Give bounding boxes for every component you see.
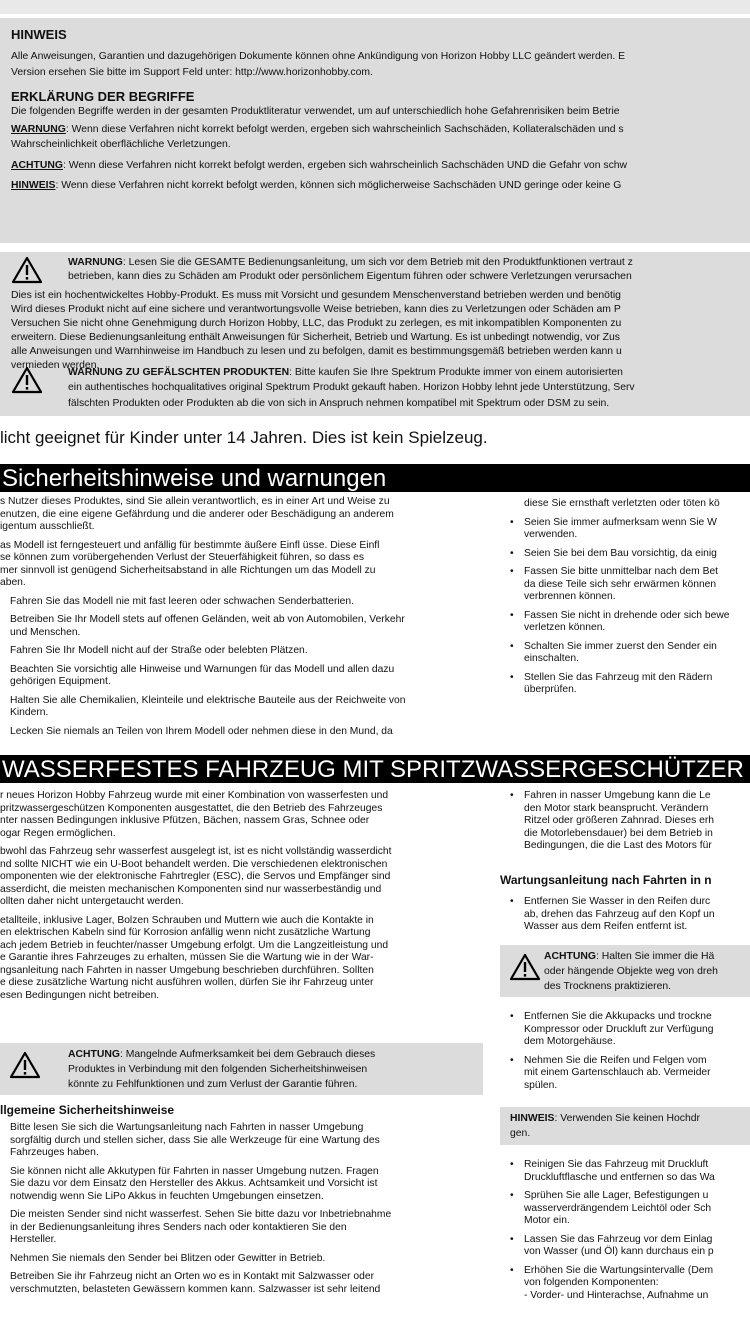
w-right-5: Bedingungen, die die Last des Motors für	[524, 840, 712, 851]
sicherheit-left-column	[0, 496, 406, 738]
s-right-item-3	[510, 566, 730, 604]
s-left-item-1: Fahren Sie das Modell nie mit fast leeren oder schwachen Senderbatterien.	[10, 595, 354, 607]
bullet-icon: •	[510, 640, 514, 652]
s-right-item-4	[510, 609, 730, 635]
bullet-icon: •	[510, 1190, 514, 1201]
top-strip	[0, 0, 750, 14]
s-right-item-4a: Fassen Sie nicht in drehende oder sich bewe	[524, 609, 730, 621]
w-left-p1-3: nter nassen Bedingungen inklusive Pfützen, Bächen, nassem Gras, Schnee oder	[0, 815, 370, 826]
w-left-p1-2: pritzwassergeschützen Komponenten ausgestattet, die den Betrieb des Fahrzeuges	[0, 802, 383, 814]
wasser-right-first	[510, 790, 715, 853]
wartung-item-1	[510, 896, 715, 934]
warnung-text-1: : Wenn diese Verfahren nicht korrekt befolgt werden, ergeben sich wahrscheinlich Sachschäden, Kollateralschäden und s	[65, 124, 624, 135]
wartung-1a: Entfernen Sie Wasser in den Reifen durc	[524, 896, 711, 907]
warnung-term: WARNUNG	[11, 124, 66, 135]
wartung-5b: wasserverdrängendem Leichtöl oder Sch	[524, 1202, 712, 1214]
s-right-item-4b: verletzen können.	[524, 622, 606, 633]
s-right-item-3c: verbrennen können.	[524, 591, 616, 602]
wartung-3a: Nehmen Sie die Reifen und Felgen vom	[524, 1054, 707, 1066]
s-left-item-4a: Beachten Sie vorsichtig alle Hinweise und Warnungen für das Modell und allen dazu	[10, 663, 395, 675]
hinweis-def-text: : Wenn diese Verfahren nicht korrekt befolgt werden, können sich möglicherweise Sachschäden UND geringe oder keine G	[55, 180, 622, 191]
erklaerung-title: ERKLÄRUNG DER BEGRIFFE	[11, 89, 195, 104]
hinweis-box	[0, 18, 750, 243]
achtung2-text-1: : Halten Sie immer die Hä	[595, 951, 715, 962]
allg-item-2a: Sie können nicht alle Akkutypen für Fahrten in nasser Umgebung nutzen. Fragen	[10, 1165, 379, 1177]
s-left-p1-3: igentum ausschließt.	[0, 521, 95, 532]
s-left-p2-4: aben.	[0, 577, 26, 588]
s-left-item-2b: und Menschen.	[10, 626, 81, 638]
bullet-icon: •	[510, 896, 514, 907]
allgemeine-title: llgemeine Sicherheitshinweise	[0, 1103, 175, 1117]
allgemeine-list	[10, 1122, 391, 1296]
wasser-header	[0, 755, 750, 783]
hinweis-box-2	[500, 1107, 750, 1145]
wartung-item-5	[510, 1190, 715, 1228]
wartung-3c: spülen.	[524, 1079, 558, 1091]
s-right-item-2	[510, 547, 730, 561]
s-right-item-3b: da diese Teile sich sehr erwärmen können	[524, 578, 717, 590]
achtung-box-line-3: könnte zu Fehlfunktionen und zum Verlust der Garantie führen.	[68, 1079, 358, 1090]
wasser-title: WASSERFESTES FAHRZEUG MIT SPRITZWASSERGESCHÜTZER	[2, 756, 744, 783]
wartung-6b: von Wasser (und Öl) kann durchaus ein p	[524, 1246, 714, 1257]
sicherheit-header	[0, 464, 750, 492]
bullet-icon: •	[510, 609, 514, 621]
warnung-box	[0, 252, 750, 416]
w-right-2: den Motor stark beansprucht. Verändern	[524, 802, 709, 814]
allg-item-1b: sorgfältig durch und stellen sicher, dass Sie alle Werkzeuge für eine Wartung des	[10, 1134, 380, 1146]
warning-triangle-icon-2	[11, 366, 43, 394]
wartung-sub-item: - Vorder- und Hinterachse, Aufnahme un	[524, 1289, 709, 1301]
s-left-item-2a: Betreiben Sie Ihr Modell stets auf offenen Geländen, weit ab von Automobilen, Verkehr	[10, 614, 405, 625]
allg-item-2c: notwendig wenn Sie LiPo Akkus in feuchten Umgebungen einsetzen.	[10, 1190, 324, 1202]
s-left-item-3: Fahren Sie Ihr Modell nicht auf der Straße oder belebten Plätzen.	[10, 645, 308, 656]
bullet-icon: •	[510, 1054, 514, 1066]
w-left-p3-6: e diese zusätzliche Wartung nicht ausführen wollen, dürfen Sie ihr Fahrzeug unter	[0, 977, 374, 988]
wasser-left-column	[0, 790, 391, 1002]
w-left-p3-1: etallteile, inklusive Lager, Bolzen Schrauben und Muttern wie auch die Kontakte in	[0, 914, 374, 926]
faelschung-line-1	[68, 366, 623, 379]
w-left-p3-7: esen Bedingungen nicht betreiben.	[0, 989, 160, 1001]
wartung-item-6	[510, 1233, 715, 1259]
warnung-text-2: Wahrscheinlichkeit oberflächliche Verletzungen.	[11, 139, 231, 150]
wartung-2b: Kompressor oder Druckluft zur Verfügung	[524, 1023, 714, 1035]
bullet-icon: •	[510, 566, 514, 577]
w-right-4: die Motorlebensdauer) bei dem Betrieb in	[524, 827, 713, 839]
warn-body-2: Wird dieses Produkt nicht auf eine sichere und verantwortungsvolle Weise betrieben, kann dies zu Verletzungen oder Schäden am P	[11, 304, 621, 315]
wartung-3b: mit einem Gartenschlauch ab. Vermeider	[524, 1067, 711, 1078]
hinweis2-text-1: : Verwenden Sie keinen Hochdr	[554, 1113, 701, 1124]
w-left-p3-4: e Garantie ihres Fahrzeuges zu erhalten, müssen Sie die Wartung wie in der War-	[0, 952, 374, 963]
s-right-item-6a: Stellen Sie das Fahrzeug mit den Rädern	[524, 671, 713, 683]
w-right-3: Ritzel oder größeren Zahnrad. Dieses erh	[524, 815, 715, 826]
wartung-item-2	[510, 1011, 714, 1049]
hinweis2-term: HINWEIS	[510, 1113, 555, 1124]
bullet-icon: •	[510, 1011, 514, 1022]
s-right-item-5	[510, 640, 730, 666]
hinweis2-line-1	[510, 1112, 700, 1125]
w-left-p2-5: ollten daher nicht untergetaucht werden.	[0, 896, 184, 907]
s-left-item-5a: Halten Sie alle Chemikalien, Kleinteile und elektrische Bauteile aus der Reichweite von	[10, 694, 406, 706]
bullet-icon: •	[510, 547, 514, 559]
w-left-p3-5: ngsanleitung nach Fahrten in nasser Umgebung beschrieben durchführen. Sollten	[0, 964, 374, 976]
wartung-item-7	[510, 1264, 715, 1290]
s-right-item-3a: Fassen Sie bitte unmittelbar nach dem Bet	[524, 566, 719, 577]
s-left-item-4b: gehörigen Equipment.	[10, 676, 111, 687]
faelschung-line-2: ein authentisches hochqualitatives original Spektrum Produkt gekauft haben. Horizon Hobby lehnt jede Unterstützung, Serv	[68, 382, 635, 393]
s-right-item-1	[510, 516, 730, 542]
s-right-item-1b: verwenden.	[524, 529, 578, 540]
achtung-text: : Wenn diese Verfahren nicht korrekt befolgt werden, ergeben sich wahrscheinlich Sachschäden UND die Gefahr von schw	[62, 160, 628, 171]
allg-item-3c: Hersteller.	[10, 1234, 57, 1245]
achtung2-line-2: oder hängende Objekte weg von dreh	[544, 966, 718, 977]
wartung-7b: von folgenden Komponenten:	[524, 1277, 659, 1288]
s-left-p1-2: enutzen, die eine eigene Gefährdung und die anderer oder Beschädigung an anderem	[0, 508, 394, 520]
s-right-item-1a: Seien Sie immer aufmerksam wenn Sie W	[524, 516, 717, 528]
s-right-top: diese Sie ernsthaft verletzten oder töten kö	[524, 498, 720, 509]
wartung-4a: Reinigen Sie das Fahrzeug mit Druckluft	[524, 1159, 709, 1170]
hinweis2-line-2: gen.	[510, 1128, 531, 1139]
allg-item-1a: Bitte lesen Sie sich die Wartungsanleitung nach Fahrten in nasser Umgebung	[10, 1122, 364, 1133]
achtung2-line-3: des Trocknens praktizieren.	[544, 981, 672, 992]
hinweis-text-2: Version ersehen Sie bitte im Support Feld unter: http://www.horizonhobby.com.	[11, 67, 373, 78]
warn-body-6: vermieden werden.	[11, 360, 100, 371]
sicherheit-title: Sicherheitshinweise und warnungen	[2, 465, 387, 492]
allg-item-3b: in der Bedienungsanleitung ihres Senders nach oder kontaktieren Sie den	[10, 1221, 347, 1233]
w-left-p2-1: bwohl das Fahrzeug sehr wasserfest ausgelegt ist, ist es nicht vollständig wasserdicht	[0, 846, 392, 857]
allg-item-3a: Die meisten Sender sind nicht wasserfest. Sehen Sie bitte dazu vor Inbetriebnahme	[10, 1209, 392, 1220]
hinweis-term: HINWEIS	[11, 180, 56, 191]
wartung-item-4	[510, 1159, 715, 1184]
hinweis-text-1: Alle Anweisungen, Garantien und dazugehörigen Dokumente können ohne Ankündigung von Horizon Hobby LLC geändert werden. E	[11, 51, 626, 62]
s-left-p1-1: s Nutzer dieses Produktes, sind Sie allein verantwortlich, es in einer Art und Weise zu	[0, 496, 390, 507]
age-notice: licht geeignet für Kinder unter 14 Jahren. Dies ist kein Spielzeug.	[0, 428, 488, 447]
bullet-icon: •	[510, 516, 514, 528]
achtung2-term: ACHTUNG	[544, 951, 596, 962]
bullet-icon: •	[510, 1264, 514, 1276]
w-left-p2-2: nd sollte NICHT wie ein U-Boot behandelt werden. Die verschiedenen elektronischen	[0, 858, 388, 870]
faelschung-line-3: fälschten Produkten oder Produkten ab die von sich in Anspruch nehmen kompatibel mit Spektrum oder DSM zu sein.	[68, 398, 610, 409]
w-left-p2-3: omponenten wie der elektronische Fahrtregler (ESC), die Servos und Empfänger sind	[0, 871, 391, 882]
hinweis-definition	[11, 179, 621, 192]
faelschung-text-1: : Bitte kaufen Sie Ihre Spektrum Produkte immer von einem autorisierten	[289, 367, 623, 378]
wartung-2a: Entfernen Sie die Akkupacks und trockne	[524, 1011, 712, 1022]
faelschung-term: WARNUNG ZU GEFÄLSCHTEN PRODUKTEN	[68, 367, 290, 378]
allg-item-1c: Fahrzeuges haben.	[10, 1147, 99, 1158]
s-left-p2-3: mer sinnvoll ist genügend Sicherheitsabstand in alle Richtungen um das Modell zu	[0, 564, 376, 576]
wartung-list-3	[510, 1159, 715, 1302]
warnung-2-text-1: : Lesen Sie die GESAMTE Bedienungsanleitung, um sich vor dem Betrieb mit den Produktfunktionen vertraut z	[122, 257, 633, 268]
warning-triangle-icon-4	[509, 953, 541, 981]
wartung-5a: Sprühen Sie alle Lager, Befestigungen u	[524, 1190, 709, 1201]
warning-triangle-icon	[11, 256, 43, 284]
warn-body-5: alle Anweisungen und Warnhinweise im Handbuch zu lesen und zu befolgen, damit es bestimmungsgemäß betrieben werden kann u	[11, 346, 622, 357]
w-left-p2-4: asserdicht, die meisten mechanischen Komponenten sind nur wasserbeständig und	[0, 883, 382, 895]
w-left-p1-4: ogar Regen ermöglichen.	[0, 827, 116, 839]
w-left-p1-1: r neues Horizon Hobby Fahrzeug wurde mit einer Kombination von wasserfesten und	[0, 790, 389, 801]
s-left-p2-2: se können zum vorübergehenden Verlust der Steuerfähigkeit führen, so dass es	[0, 552, 365, 563]
sicherheit-right-column	[510, 498, 730, 697]
s-right-item-5a: Schalten Sie immer zuerst den Sender ein	[524, 640, 717, 652]
wartung-1c: Wasser aus dem Reifen entfernt ist.	[524, 921, 688, 932]
erklaerung-text: Die folgenden Begriffe werden in der gesamten Produktliteratur verwendet, um auf unterschiedlich hohe Gefahrenrisiken beim Betrie	[11, 106, 620, 117]
warning-triangle-icon-3	[9, 1051, 41, 1079]
bullet-icon: •	[510, 790, 514, 801]
warn-body-3: Versuchen Sie nicht ohne Genehmigung durch Horizon Hobby, LLC, das Produkt zu zerlegen, es mit inkompatiblen Komponenten zu	[11, 318, 622, 329]
warnung-line-2: betrieben, kann dies zu Schäden am Produkt oder persönlichem Eigentum führen oder schwere Verletzungen verursachen	[68, 271, 632, 282]
warn-body-4: erweitern. Diese Bedienungsanleitung enthält Anweisungen für Sicherheit, Betrieb und Wartung. Es ist unbedingt notwendig, vor Zus	[11, 332, 620, 343]
wartung-2c: dem Motorgehäuse.	[524, 1036, 616, 1047]
s-left-item-5b: Kindern.	[10, 707, 49, 718]
achtung-box-text-1: : Mangelnde Aufmerksamkeit bei dem Gebrauch dieses	[119, 1049, 376, 1060]
allg-item-4: Nehmen Sie niemals den Sender bei Blitzen oder Gewitter in Betrieb.	[10, 1252, 326, 1264]
achtung-box-2	[500, 945, 750, 997]
wartung-4b: Druckluftflasche und entfernen so das Wa	[524, 1171, 715, 1183]
s-left-p2-1: as Modell ist ferngesteuert und anfällig für bestimmte äußere Einfl üsse. Diese Einfl	[0, 539, 380, 551]
allg-item-2b: Sie dazu vor dem Einsatz den Hersteller des Akkus. Achtsamkeit und Vorsicht ist	[10, 1178, 378, 1189]
wartung-item-3	[510, 1054, 713, 1093]
achtung2-line-1	[544, 950, 714, 963]
s-right-item-2a: Seien Sie bei dem Bau vorsichtig, da einig	[524, 547, 717, 559]
warnung-definition	[11, 123, 624, 136]
bullet-icon: •	[510, 671, 514, 683]
wartung-7a: Erhöhen Sie die Wartungsintervalle (Dem	[524, 1264, 714, 1276]
wartung-1b: ab, drehen das Fahrzeug auf den Kopf un	[524, 908, 715, 920]
achtung-term: ACHTUNG	[11, 160, 63, 171]
achtung-box	[0, 1043, 483, 1095]
s-right-item-6b: überprüfen.	[524, 684, 577, 695]
warnung-term-2: WARNUNG	[68, 257, 123, 268]
allg-item-5b: verschmutzten, belasteten Gewässern kommen kann. Salzwasser ist sehr leitend	[10, 1283, 381, 1295]
achtung-box-line-1	[68, 1048, 375, 1061]
w-left-p3-3: ach jedem Betrieb in feuchter/nasser Umgebung erfolgt. Um die Langzeitleistung und	[0, 939, 389, 951]
s-right-item-6	[510, 671, 730, 697]
wartung-list-2	[510, 1011, 714, 1092]
w-right-1: Fahren in nasser Umgebung kann die Le	[524, 790, 711, 801]
w-left-p3-2: en elektrischen Kabeln sind für Korrosion anfällig wenn nicht zusätzliche Wartung	[0, 927, 371, 938]
wartung-5c: Motor ein.	[524, 1215, 570, 1226]
bullet-icon: •	[510, 1159, 514, 1170]
achtung-box-term: ACHTUNG	[68, 1049, 120, 1060]
achtung-box-line-2: Produktes in Verbindung mit den folgenden Sicherheitshinweisen	[68, 1064, 368, 1075]
warn-body-1: Dies ist ein hochentwickeltes Hobby-Produkt. Es muss mit Vorsicht und gesundem Menschenverstand betrieben werden und benötig	[11, 290, 621, 301]
bullet-icon: •	[510, 1233, 514, 1245]
achtung-definition	[11, 159, 627, 172]
wartung-6a: Lassen Sie das Fahrzeug vor dem Einlag	[524, 1233, 713, 1245]
s-left-item-6: Lecken Sie niemals an Teilen von Ihrem Modell oder nehmen diese in den Mund, da	[10, 725, 393, 737]
allg-item-5a: Betreiben Sie ihr Fahrzeug nicht an Orten wo es in Kontakt mit Salzwasser oder	[10, 1271, 375, 1282]
hinweis-title: HINWEIS	[11, 27, 67, 42]
s-right-item-5b: einschalten.	[524, 653, 579, 664]
warnung-line-1	[68, 256, 633, 269]
wartung-title: Wartungsanleitung nach Fahrten in n	[500, 873, 712, 887]
